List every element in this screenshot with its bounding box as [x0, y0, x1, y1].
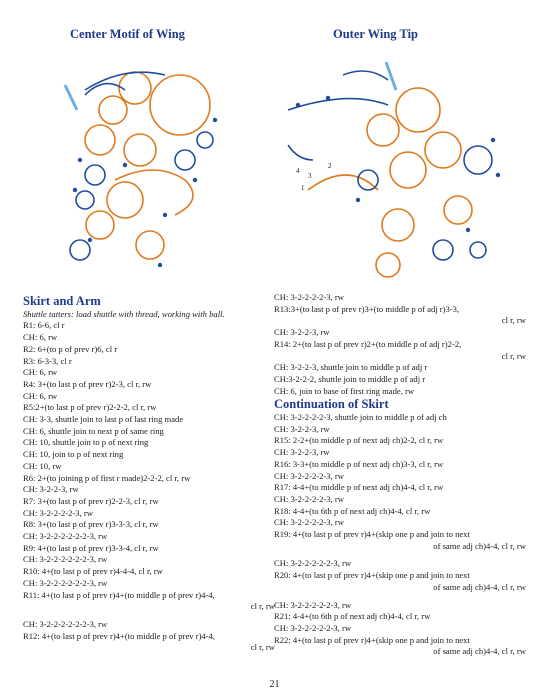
- instruction-line: CH: 3-2-2-2-2-2-2-3, rw: [23, 618, 108, 629]
- instruction-line: R19: 4+(to last p of prev r)4+(skip one p and join to next: [274, 529, 470, 540]
- section-title-continuation-of-skirt: Continuation of Skirt: [274, 397, 389, 412]
- left-column: [23, 296, 275, 654]
- ring: [150, 75, 210, 135]
- start-label: 1: [301, 184, 305, 192]
- right-instructions-a: [274, 292, 526, 397]
- picot: [73, 188, 77, 192]
- instruction-line: CH: 10, join to p of next ring: [23, 449, 124, 460]
- picot: [193, 178, 197, 182]
- chain: [288, 99, 388, 110]
- instruction-line: R6: 2+(to joining p of first r made)2-2-2, cl r, rw: [23, 472, 191, 483]
- picot: [213, 118, 217, 122]
- chain: [115, 170, 193, 215]
- instruction-line: R10: 4+(to last p of prev r)4-4-4, cl r, rw: [23, 566, 163, 577]
- ring: [382, 209, 414, 241]
- instruction-line: R17: 4-4+(to middle p of next adj ch)4-4, cl r, rw: [274, 482, 444, 493]
- instruction-line: CH: 3-2-2-2-2-3, rw: [274, 493, 344, 504]
- instruction-line: CH: 3-2-2-3, rw: [274, 327, 330, 338]
- instruction-line: CH: 3-2-2-2-2-3, rw: [274, 292, 344, 302]
- picot: [123, 163, 127, 167]
- instruction-line: CH: 3-2-2-2-2-3, rw: [274, 517, 344, 528]
- page-number: 21: [269, 679, 280, 690]
- instruction-line: R18: 4-4+(to 6th p of next adj ch)4-4, cl r, rw: [274, 505, 431, 516]
- arrow-arc: [343, 71, 388, 80]
- ring: [107, 182, 143, 218]
- instruction-line: cl r, rw: [501, 350, 526, 361]
- instruction-line: CH: 3-2-2-3, rw: [23, 484, 79, 495]
- right-instructions-b: [274, 412, 526, 658]
- instruction-line: cl r, rw: [250, 642, 275, 653]
- instruction-line: of same adj ch)4-4, cl r, rw: [433, 540, 526, 551]
- instruction-line: CH: 3-2-2-2-2-2-3, rw: [274, 599, 352, 610]
- right-column: [274, 292, 526, 658]
- picot: [466, 228, 470, 232]
- intro-note: Shuttle tatters: load shuttle with thread, working with ball.: [23, 308, 225, 319]
- shuttle-icon: [65, 85, 77, 110]
- instruction-line: CH:3-2-2-2, shuttle join to middle p of adj r: [274, 373, 426, 384]
- instruction-line: cl r, rw: [501, 315, 526, 326]
- instruction-line: CH: 3-2-2-2-2-2-2-3, rw: [23, 554, 108, 565]
- instruction-line: CH: 3-2-2-2-2-3, shuttle join to middle p of adj ch: [274, 412, 447, 423]
- instruction-line: cl r, rw: [250, 601, 275, 612]
- instruction-line: R5:2+(to last p of prev r)2-2-2, cl r, rw: [23, 402, 157, 413]
- instruction-line: CH: 10, rw: [23, 460, 62, 471]
- instruction-line: R12: 4+(to last p of prev r)4+(to middle p of prev r)4-4,: [23, 630, 216, 641]
- instruction-line: R9: 4+(to last p of prev r)3-3-4, cl r, rw: [23, 542, 159, 553]
- picot: [158, 263, 162, 267]
- arrow-arc: [288, 145, 313, 160]
- instruction-line: R21: 4-4+(to 6th p of next adj ch)4-4, cl r, rw: [274, 611, 431, 622]
- instruction-line: R4: 3+(to last p of prev r)2-3, cl r, rw: [23, 378, 152, 389]
- ring: [376, 253, 400, 277]
- instruction-line: R7: 3+(to last p of prev r)2-2-3, cl r, rw: [23, 495, 159, 506]
- ring: [175, 150, 195, 170]
- instruction-line: R1: 6-6, cl r: [23, 320, 65, 331]
- ring: [433, 240, 453, 260]
- center-motif-diagram: [55, 50, 235, 285]
- instruction-line: CH: 10, shuttle join to p of next ring: [23, 437, 149, 448]
- ring: [136, 231, 164, 259]
- ring: [85, 125, 115, 155]
- picot: [88, 238, 92, 242]
- section-title-skirt-and-arm: Skirt and Arm: [23, 294, 101, 308]
- instruction-line: R2: 6+(to p of prev r)6, cl r: [23, 343, 118, 354]
- instruction-line: CH: 6, rw: [23, 390, 58, 401]
- ring: [119, 72, 151, 104]
- instruction-line: R13:3+(to last p of prev r)3+(to middle p of adj r)3-3,: [274, 303, 460, 314]
- chain: [308, 175, 378, 190]
- instruction-line: CH: 3-2-2-3, rw: [274, 423, 330, 434]
- instruction-line: CH: 3-2-2-2-2-2-3, rw: [274, 622, 352, 633]
- ring: [70, 240, 90, 260]
- picot: [163, 213, 167, 217]
- instruction-line: R8: 3+(to last p of prev r)3-3-3, cl r, rw: [23, 519, 159, 530]
- picot: [496, 173, 500, 177]
- ring: [444, 196, 472, 224]
- instruction-line: CH: 3-2-2-3, rw: [274, 447, 330, 458]
- picot: [356, 198, 360, 202]
- instruction-line: R3: 6-3-3, cl r: [23, 355, 72, 366]
- picot: [78, 158, 82, 162]
- ring: [124, 134, 156, 166]
- ring: [390, 152, 426, 188]
- instruction-line: CH: 3-3, shuttle join to last p of last ring made: [23, 414, 184, 425]
- instruction-line: CH: 3-2-2-2-2-2-3, rw: [274, 558, 352, 569]
- start-label: 4: [296, 167, 300, 175]
- instruction-line: CH: 3-2-2-3, shuttle join to middle p of adj r: [274, 362, 428, 373]
- instruction-line: CH: 3-2-2-2-2-2-2-3, rw: [23, 577, 108, 588]
- ring: [85, 165, 105, 185]
- ring: [76, 191, 94, 209]
- instruction-line: R15: 2-2+(to middle p of next adj ch)2-2, cl r, rw: [274, 435, 444, 446]
- instruction-line: CH: 6, shuttle join to next p of same ring: [23, 425, 164, 436]
- start-label: 2: [328, 162, 332, 170]
- shuttle-icon: [386, 62, 396, 90]
- ring: [86, 211, 114, 239]
- ring: [367, 114, 399, 146]
- picot: [491, 138, 495, 142]
- instruction-line: CH: 3-2-2-2-2-3, rw: [23, 507, 93, 518]
- start-label: 3: [308, 172, 312, 180]
- ring: [197, 132, 213, 148]
- left-instructions: [23, 320, 275, 654]
- instruction-line: CH: 6, rw: [23, 332, 58, 343]
- heading-center-motif: Center Motif of Wing: [70, 27, 185, 41]
- outer-wing-tip-diagram: [268, 50, 513, 285]
- ring: [464, 146, 492, 174]
- instruction-line: R14: 2+(to last p of prev r)2+(to middle p of adj r)2-2,: [274, 338, 462, 349]
- ring: [358, 170, 378, 190]
- instruction-line: of same adj ch)4-4, cl r, rw: [433, 581, 526, 592]
- heading-outer-wing-tip: Outer Wing Tip: [333, 27, 418, 41]
- instruction-line: R22: 4+(to last p of prev r)4+(skip one p and join to next: [274, 634, 470, 645]
- instruction-line: CH: 3-2-2-2-2-2-2-3, rw: [23, 531, 108, 542]
- ring: [425, 132, 461, 168]
- instruction-line: R20: 4+(to last p of prev r)4+(skip one p and join to next: [274, 570, 470, 581]
- ring: [396, 88, 440, 132]
- instruction-line: CH: 3-2-2-2-2-3, rw: [274, 470, 344, 481]
- instruction-line: CH: 6, rw: [23, 367, 58, 378]
- instruction-line: R16: 3-3+(to middle p of next adj ch)3-3, cl r, rw: [274, 458, 444, 469]
- picot: [296, 103, 300, 107]
- ring: [470, 242, 486, 258]
- ring: [99, 96, 127, 124]
- picot: [326, 96, 330, 100]
- instruction-line: CH: 6, join to base of first ring made, rw: [274, 385, 415, 396]
- instruction-line: of same adj ch)4-4, cl r, rw: [433, 646, 526, 657]
- instruction-line: R11: 4+(to last p of prev r)4+(to middle p of prev r)4-4,: [23, 589, 215, 600]
